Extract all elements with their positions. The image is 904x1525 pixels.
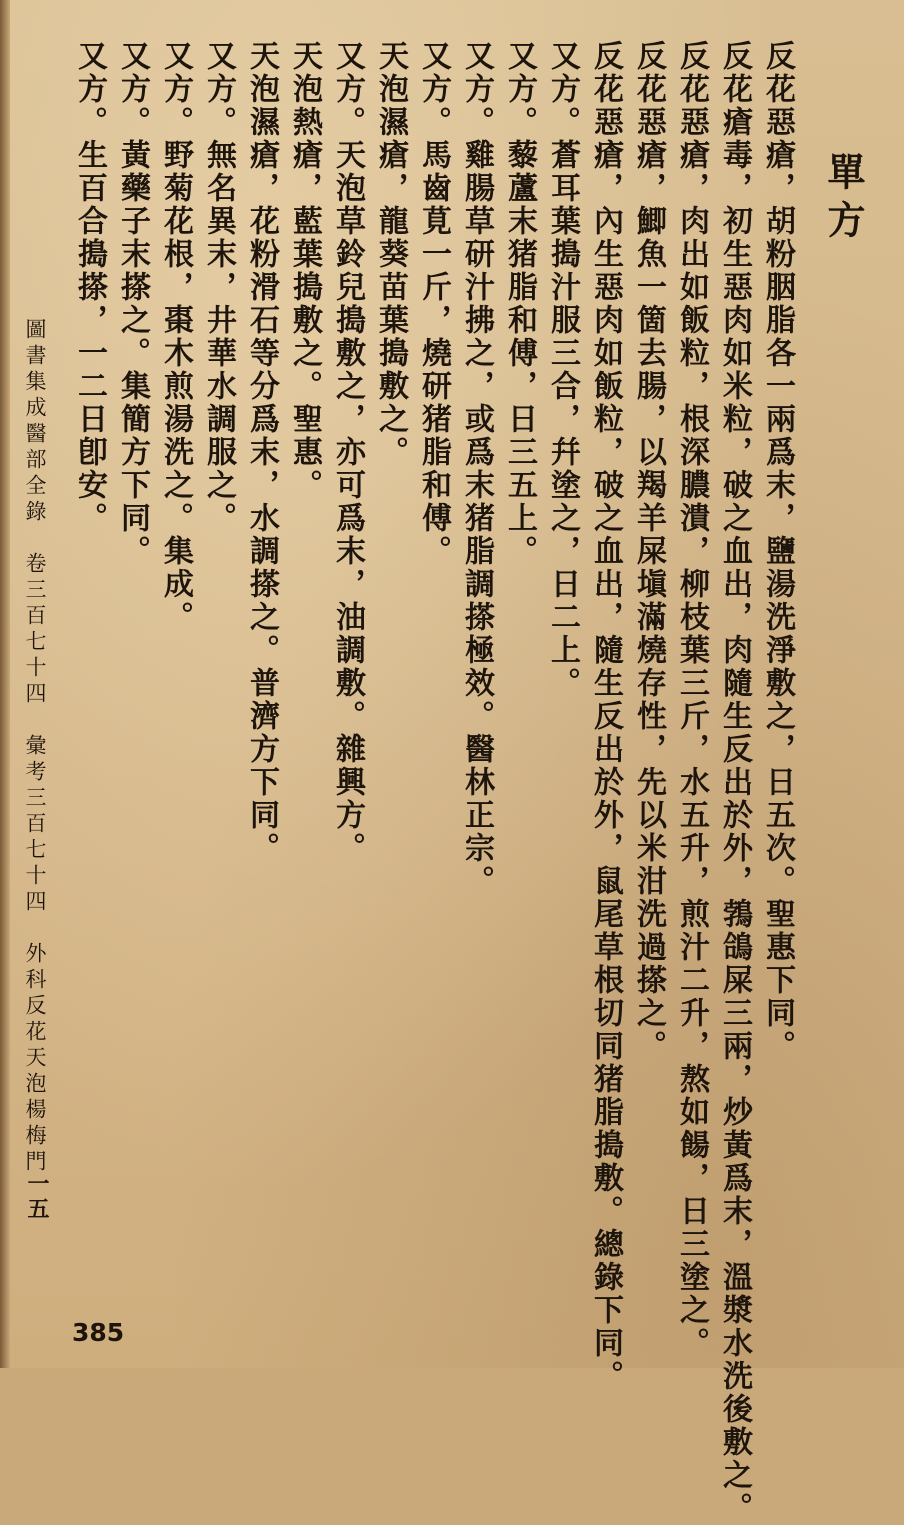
section-title: 單方	[821, 152, 866, 248]
entry-text: 反花惡瘡，內生惡肉如飯粒，破之血出，隨生反出於外，鼠尾草根切同猪脂搗敷。總錄下同。	[588, 40, 623, 1393]
entry-text: 天泡濕瘡，龍葵苗葉搗敷之。	[373, 40, 408, 469]
entry-text: 天泡濕瘡，花粉滑石等分爲末，水調搽之。普濟方下同。	[244, 40, 279, 865]
page-number: 385	[72, 1318, 125, 1347]
entry-text: 又方。蒼耳葉搗汁服三合，幷塗之，日二上。	[545, 40, 580, 700]
entry-text: 反花惡瘡，肉出如飯粒，根深膿潰，柳枝葉三斤，水五升，煎汁二升，熬如餳，日三塗之。	[674, 40, 709, 1360]
entry-text: 又方。黃藥子末搽之。集簡方下同。	[115, 40, 150, 568]
page-edge	[0, 0, 10, 1368]
entry-text: 又方。無名異末，井華水調服之。	[201, 40, 236, 535]
entry-text: 又方。馬齒莧一斤，燒研猪脂和傅。	[416, 40, 451, 568]
entry-text: 反花惡瘡，鯽魚一箇去腸，以羯羊屎塡滿燒存性，先以米泔洗過搽之。	[631, 40, 666, 1063]
entry-text: 天泡熱瘡，藍葉搗敷之。聖惠。	[287, 40, 322, 502]
entry-text: 又方。藜蘆末猪脂和傅，日三五上。	[502, 40, 537, 568]
entry-text: 反花惡瘡，胡粉胭脂各一兩爲末，鹽湯洗淨敷之，日五次。聖惠下同。	[760, 40, 795, 1063]
page-mark: 一五	[24, 1172, 50, 1222]
entry-text: 反花瘡毒，初生惡肉如米粒，破之血出，肉隨生反出於外，鵓鴿屎三兩，炒黃爲末，溫漿水洗後敷之。	[717, 40, 752, 1525]
entry-text: 又方。雞腸草研汁拂之，或爲末猪脂調搽極效。醫林正宗。	[459, 40, 494, 898]
running-header: 圖書集成醫部全錄 卷三百七十四 彙考三百七十四 外科反花天泡楊梅門	[23, 318, 47, 1176]
entry-text: 又方。野菊花根，棗木煎湯洗之。集成。	[158, 40, 193, 634]
entry-text: 又方。生百合搗搽，一二日卽安。	[72, 40, 107, 535]
entry-text: 又方。天泡草鈴兒搗敷之，亦可爲末，油調敷。雜興方。	[330, 40, 365, 865]
